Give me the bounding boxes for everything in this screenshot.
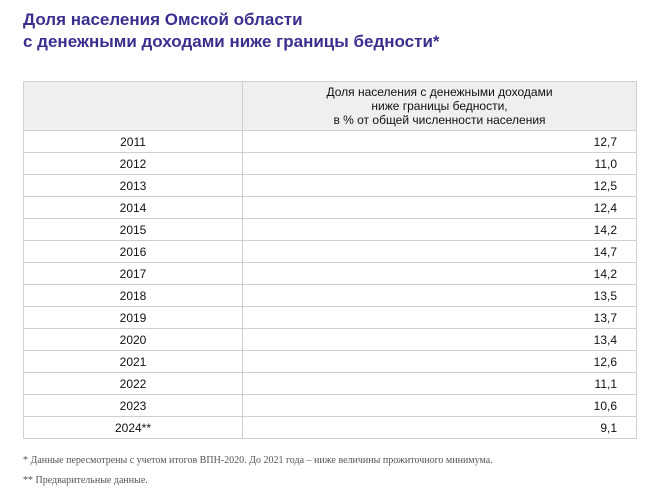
value-cell: 14,2: [243, 219, 637, 241]
year-cell: 2017: [24, 263, 243, 285]
value-cell: 14,2: [243, 263, 637, 285]
table-header-row: [24, 82, 637, 131]
footnote-1: * Данные пересмотрены с учетом итогов ВПН-2020. До 2021 года – ниже величины прожиточного минимума.: [23, 455, 493, 466]
year-cell: 2024**: [24, 417, 243, 439]
year-cell: 2014: [24, 197, 243, 219]
year-cell: 2022: [24, 373, 243, 395]
value-cell: 12,7: [243, 131, 637, 153]
title-line-1: Доля населения Омской области: [23, 10, 303, 29]
value-column-header: [243, 82, 637, 131]
footnote-2: ** Предварительные данные.: [23, 475, 148, 486]
table-row: [24, 307, 637, 329]
table-row: [24, 241, 637, 263]
value-cell: 12,6: [243, 351, 637, 373]
table-body: [24, 131, 637, 439]
table-row: [24, 175, 637, 197]
value-cell: 10,6: [243, 395, 637, 417]
year-cell: 2020: [24, 329, 243, 351]
value-cell: 13,4: [243, 329, 637, 351]
year-cell: 2021: [24, 351, 243, 373]
value-header-line-1: Доля населения с денежными доходами: [326, 85, 553, 99]
page-title: [23, 9, 440, 53]
table-row: [24, 131, 637, 153]
table-row: [24, 417, 637, 439]
table-row: [24, 197, 637, 219]
table-row: [24, 263, 637, 285]
value-cell: 13,5: [243, 285, 637, 307]
year-cell: 2019: [24, 307, 243, 329]
value-cell: 12,4: [243, 197, 637, 219]
table-row: [24, 329, 637, 351]
value-cell: 12,5: [243, 175, 637, 197]
table-row: [24, 373, 637, 395]
poverty-table: [23, 81, 637, 439]
footnotes: [23, 451, 493, 491]
year-column-header: [24, 82, 243, 131]
year-cell: 2015: [24, 219, 243, 241]
table-row: [24, 395, 637, 417]
table-row: [24, 285, 637, 307]
table-row: [24, 153, 637, 175]
value-cell: 13,7: [243, 307, 637, 329]
year-cell: 2012: [24, 153, 243, 175]
table-row: [24, 351, 637, 373]
table-row: [24, 219, 637, 241]
year-cell: 2016: [24, 241, 243, 263]
value-header-line-3: в % от общей численности населения: [333, 113, 546, 127]
year-cell: 2018: [24, 285, 243, 307]
year-cell: 2011: [24, 131, 243, 153]
title-line-2: с денежными доходами ниже границы бедности*: [23, 32, 440, 51]
value-header-line-2: ниже границы бедности,: [371, 99, 508, 113]
value-cell: 11,1: [243, 373, 637, 395]
value-cell: 14,7: [243, 241, 637, 263]
year-cell: 2013: [24, 175, 243, 197]
year-cell: 2023: [24, 395, 243, 417]
value-cell: 11,0: [243, 153, 637, 175]
value-cell: 9,1: [243, 417, 637, 439]
